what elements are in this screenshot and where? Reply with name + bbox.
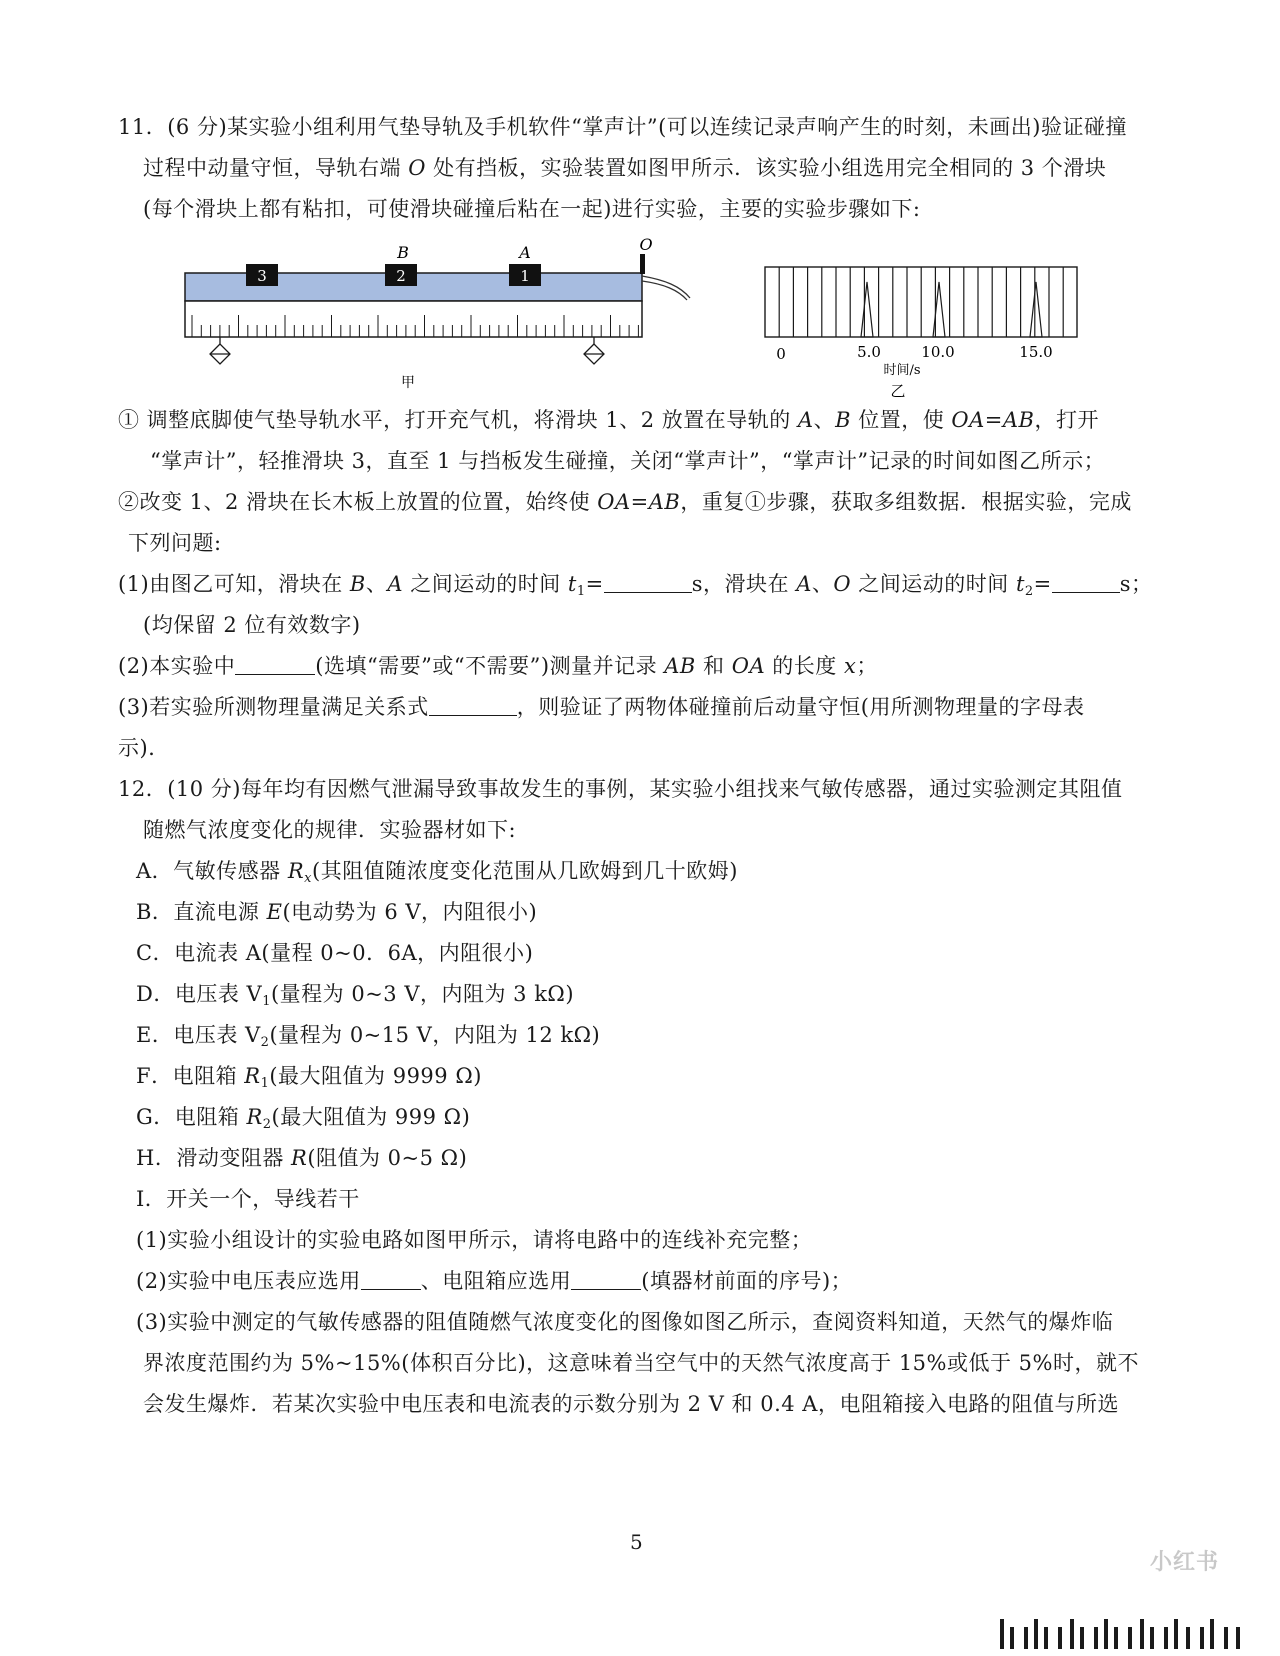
q12-item-D: D．电压表 $V_1$(量程为 0~3 V，内阻为 3 kΩ) [136, 982, 575, 1009]
q11-part-1-note: (均保留 2 位有效数字) [143, 613, 361, 637]
q11-line-2: 过程中动量守恒，导轨右端 O 处有挡板，实验装置如图甲所示．该实验小组选用完全相同的 3 个滑块 [143, 156, 1107, 180]
q12-item-F: F．电阻箱 $R_1$(最大阻值为 9999 Ω) [136, 1064, 482, 1091]
q12-item-A: A．气敏传感器 $R_x$(其阻值随浓度变化范围从几欧姆到几十欧姆) [136, 859, 738, 886]
tick-0: 0 [776, 345, 786, 363]
figure-time-record [760, 260, 1090, 400]
page-number: 5 [630, 1530, 643, 1554]
q12-line-1: 12．(10 分)每年均有因燃气泄漏导致事故发生的事例，某实验小组找来气敏传感器，通过实验测定其阻值 [118, 777, 1123, 801]
q11-part-1: (1)由图乙可知，滑块在 B、A 之间运动的时间 $t_1= s$，滑块在 A、O 之间运动的时间 $t_2= s$； [118, 572, 1153, 599]
q12-part-2: (2)实验中电压表应选用 、电阻箱应选用 (填器材前面的序号)； [136, 1269, 853, 1293]
q11-step-1b: “掌声计”，轻推滑块 3，直至 1 与挡板发生碰撞，关闭“掌声计”，“掌声计”记录的时间如图乙所示； [150, 449, 1106, 473]
blank-resistance-box[interactable] [571, 1271, 641, 1290]
label-B: B [397, 243, 409, 262]
left-foot [210, 337, 230, 364]
label-O: O [639, 236, 653, 254]
q12-part-3b: 界浓度范围约为 5%~15%(体积百分比)，这意味着当空气中的天然气浓度高于 15%或低于 5%时，就不 [143, 1351, 1139, 1375]
block-2-label: 2 [396, 267, 406, 285]
q12-item-E: E．电压表 $V_2$(量程为 0~15 V，内阻为 12 kΩ) [136, 1023, 601, 1050]
q12-item-C: C．电流表 A(量程 0~0．6A，内阻很小) [136, 941, 534, 965]
q12-part-3a: (3)实验中测定的气敏传感器的阻值随燃气浓度变化的图像如图乙所示，查阅资料知道，天然气的爆炸临 [136, 1310, 1114, 1334]
q11-part-3: (3)若实验所测物理量满足关系式 ，则验证了两物体碰撞前后动量守恒(用所测物理量的字母表 [118, 695, 1085, 719]
axis-label-time: 时间/s [883, 363, 921, 378]
q12-line-2: 随燃气浓度变化的规律．实验器材如下: [143, 818, 517, 842]
block-3-label: 3 [257, 267, 267, 285]
blank-relation[interactable] [429, 697, 517, 716]
q11-line-3: (每个滑块上都有粘扣，可使滑块碰撞后粘在一起)进行实验，主要的实验步骤如下: [143, 197, 921, 221]
label-A: A [519, 243, 531, 262]
blank-voltmeter[interactable] [361, 1271, 421, 1290]
q12-part-3c: 会发生爆炸．若某次实验中电压表和电流表的示数分别为 2 V 和 0.4 A，电阻箱接入电路的阻值与所选 [143, 1392, 1119, 1416]
tick-10: 10.0 [921, 343, 955, 361]
video-progress-bars [1000, 1615, 1260, 1649]
blank-t2[interactable] [1052, 574, 1120, 593]
tick-5: 5.0 [857, 343, 881, 361]
blank-need[interactable] [235, 656, 315, 675]
q11-step-2: ②改变 1、2 滑块在长木板上放置的位置，始终使 OA=AB，重复①步骤，获取多组数据．根据实验，完成 [118, 490, 1132, 514]
q12-item-I: I．开关一个，导线若干 [136, 1187, 360, 1211]
q12-item-B: B．直流电源 E(电动势为 6 V，内阻很小) [136, 900, 538, 924]
q11-part-3b: 示)． [118, 736, 170, 760]
watermark: 小红书 [1150, 1550, 1220, 1575]
right-foot [584, 337, 604, 364]
caption-jia: 甲 [401, 375, 415, 391]
stopper [640, 254, 645, 274]
q11-part-2: (2)本实验中 (选填“需要”或“不需要”)测量并记录 AB 和 OA 的长度 x； [118, 654, 878, 678]
q12-part-1: (1)实验小组设计的实验电路如图甲所示，请将电路中的连线补充完整； [136, 1228, 813, 1252]
figure-air-track [180, 236, 720, 396]
caption-yi: 乙 [890, 382, 906, 400]
q11-line-1: 11．(6 分)某实验小组利用气垫导轨及手机软件“掌声计”(可以连续记录声响产生的时刻，未画出)验证碰撞 [118, 115, 1127, 139]
tick-15: 15.0 [1019, 343, 1053, 361]
q12-item-H: H．滑动变阻器 R(阻值为 0~5 Ω) [136, 1146, 468, 1170]
q12-item-G: G．电阻箱 $R_2$(最大阻值为 999 Ω) [136, 1105, 471, 1132]
q11-step-2b: 下列问题: [128, 531, 222, 555]
blank-t1[interactable] [604, 574, 692, 593]
block-1-label: 1 [520, 267, 530, 285]
q11-step-1a: ① 调整底脚使气垫导轨水平，打开充气机，将滑块 1、2 放置在导轨的 A、B 位置，使 OA=AB，打开 [118, 408, 1099, 432]
